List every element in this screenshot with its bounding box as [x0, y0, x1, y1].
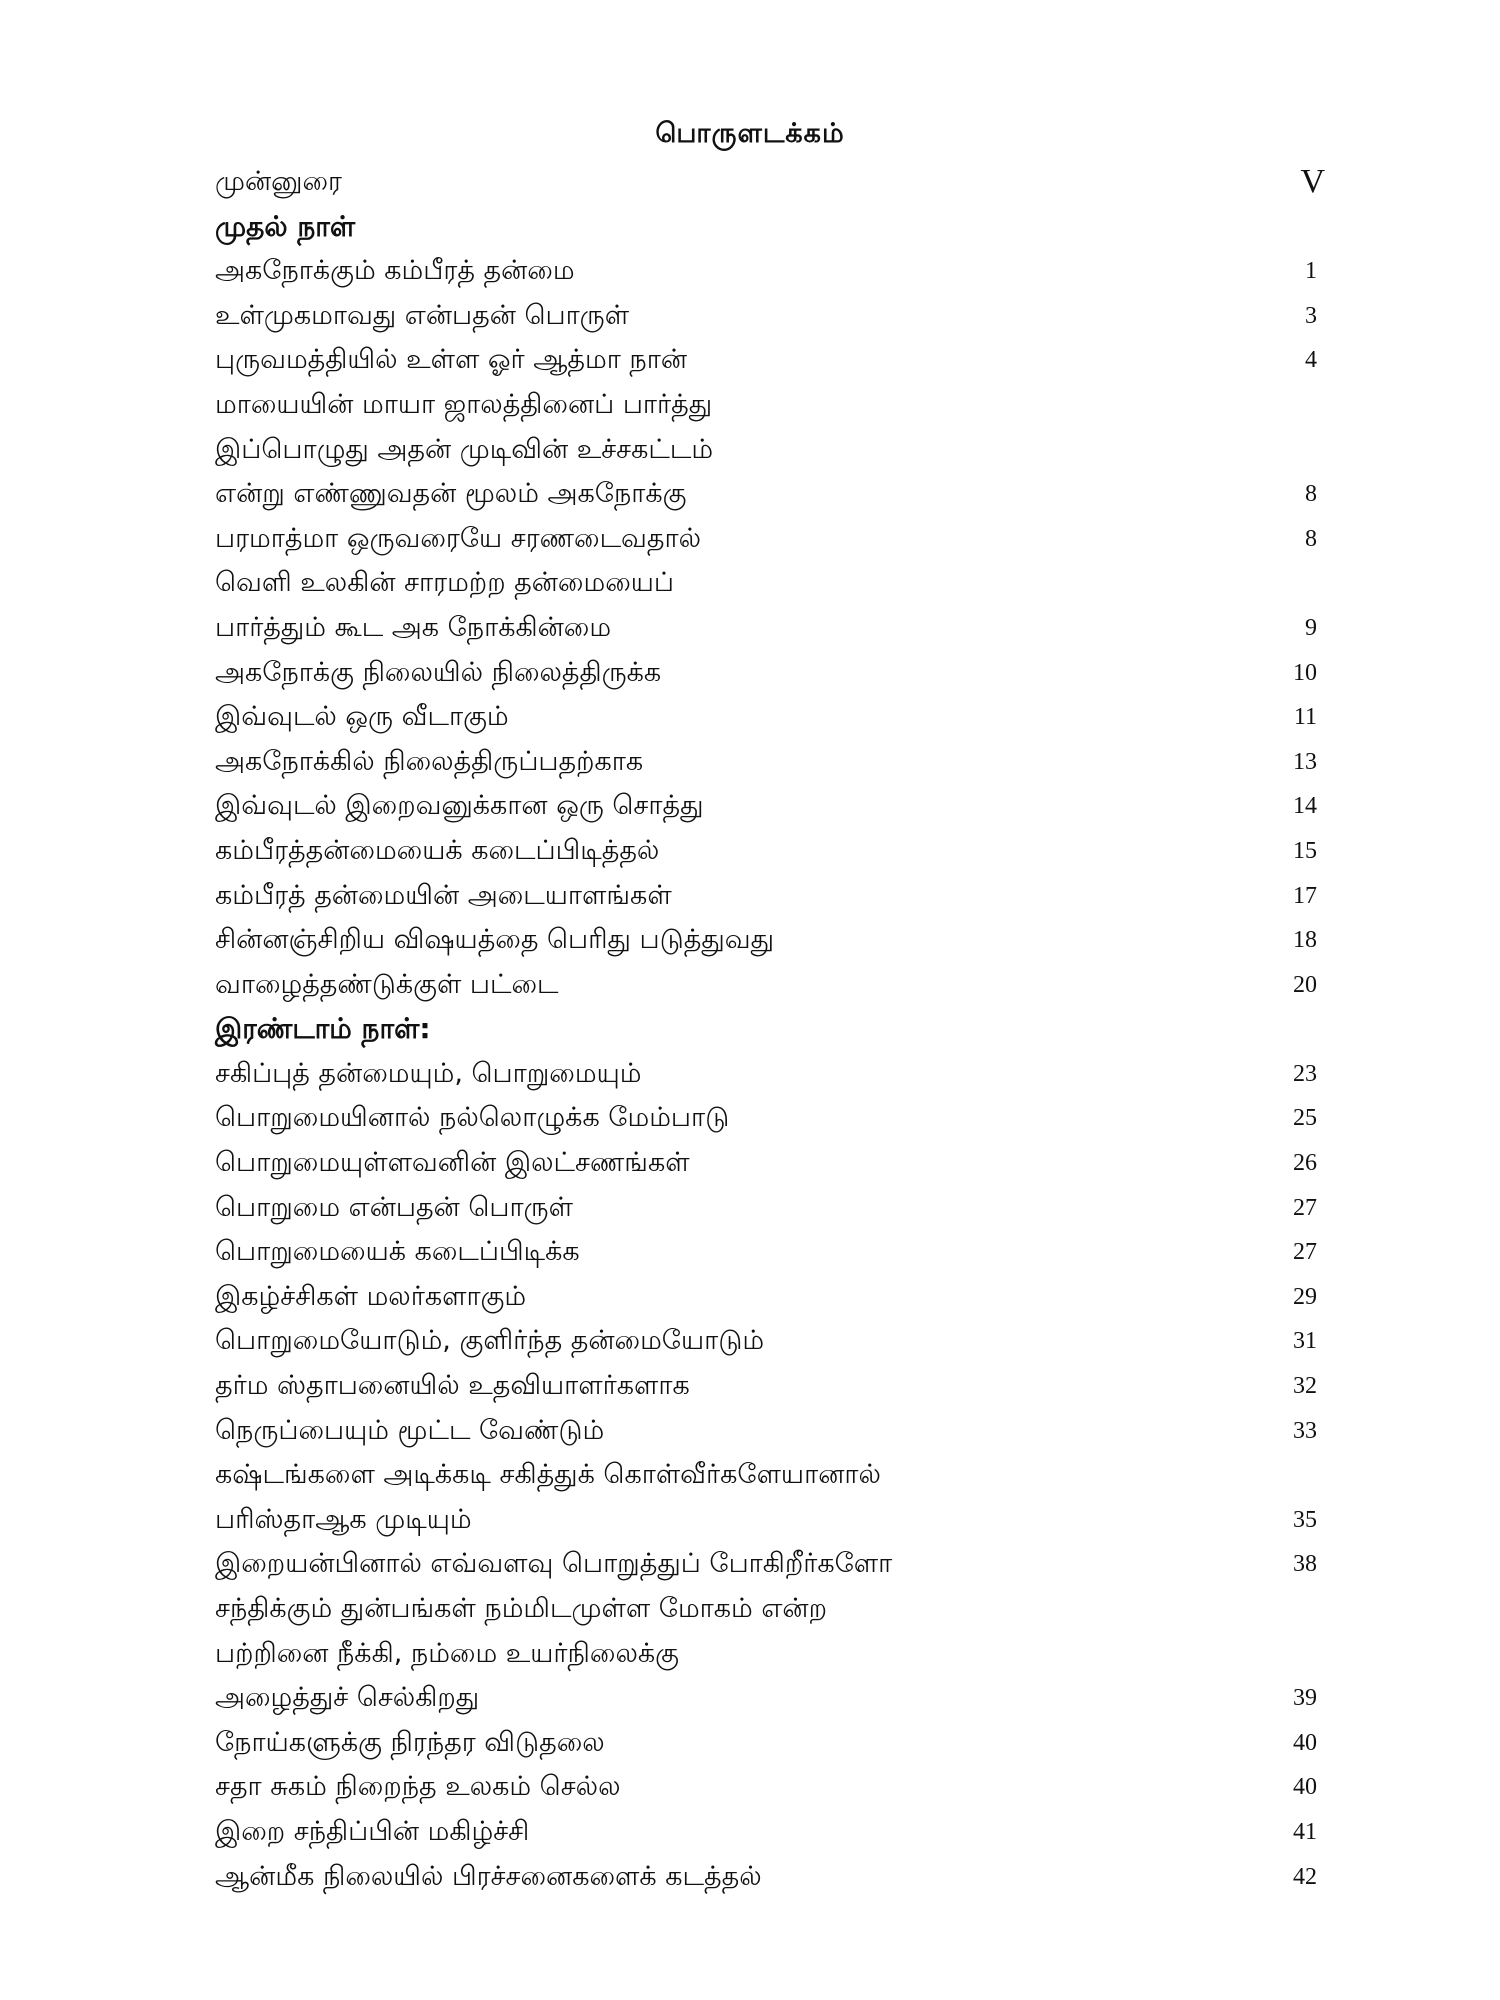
page-number: 42	[1293, 1863, 1317, 1890]
entry-title: இவ்வுடல் இறைவனுக்கான ஒரு சொத்து	[215, 790, 704, 822]
toc-entry	[215, 829, 1325, 874]
toc-entry	[215, 1096, 1325, 1141]
entry-title: இவ்வுடல் ஒரு வீடாகும்	[215, 701, 509, 733]
section-heading	[215, 205, 1325, 250]
toc-entry	[215, 1587, 1325, 1632]
entry-title: பார்த்தும் கூட அக நோக்கின்மை	[215, 611, 612, 643]
toc-entry	[215, 294, 1325, 339]
page-number: 11	[1293, 704, 1317, 731]
entry-title: பொறுமை என்பதன் பொருள்	[215, 1191, 573, 1223]
toc-entry	[215, 1498, 1325, 1543]
entry-title: முதல் நாள்	[215, 209, 356, 243]
toc-entry	[215, 695, 1325, 740]
toc-entry	[215, 963, 1325, 1008]
entry-title: முன்னுரை	[215, 166, 342, 197]
page-number: 26	[1293, 1150, 1317, 1177]
entry-title: அகநோக்கும் கம்பீரத் தன்மை	[215, 255, 575, 287]
toc-entry	[215, 1052, 1325, 1097]
entry-title: இரண்டாம் நாள்:	[215, 1012, 431, 1046]
entry-title: பரமாத்மா ஒருவரையே சரணடைவதால்	[215, 522, 701, 554]
entry-title: கம்பீரத் தன்மையின் அடையாளங்கள்	[215, 879, 672, 911]
toc-entry	[215, 249, 1325, 294]
entry-title: ஆன்மீக நிலையில் பிரச்சனைகளைக் கடத்தல்	[215, 1860, 762, 1892]
page-number: 27	[1293, 1194, 1317, 1221]
page-number: 8	[1305, 481, 1317, 508]
toc-entry	[215, 1765, 1325, 1810]
page-number: 38	[1293, 1551, 1317, 1578]
entry-title: பொறுமையுள்ளவனின் இலட்சணங்கள்	[215, 1147, 690, 1179]
page-number: 35	[1293, 1506, 1317, 1533]
entry-title: சதா சுகம் நிறைந்த உலகம் செல்ல	[215, 1771, 621, 1803]
toc-entry	[215, 338, 1325, 383]
toc-entry	[215, 1319, 1325, 1364]
toc-entry	[215, 1542, 1325, 1587]
page-number: 27	[1293, 1239, 1317, 1266]
page-number: 3	[1305, 302, 1317, 329]
page-number: V	[1300, 163, 1325, 200]
page-number: 41	[1293, 1818, 1317, 1845]
entry-title: வெளி உலகின் சாரமற்ற தன்மையைப்	[215, 567, 674, 599]
entry-title: இகழ்ச்சிகள் மலர்களாகும்	[215, 1280, 527, 1312]
toc-entry	[215, 1453, 1325, 1498]
entry-title: சந்திக்கும் துன்பங்கள் நம்மிடமுள்ள மோகம் என்ற	[215, 1593, 827, 1624]
entry-title: அகநோக்கில் நிலைத்திருப்பதற்காக	[215, 745, 644, 777]
toc-entry	[215, 383, 1325, 428]
entry-title: நோய்களுக்கு நிரந்தர விடுதலை	[215, 1726, 605, 1758]
page-number: 17	[1293, 882, 1317, 909]
page-number: 18	[1293, 927, 1317, 954]
toc-entry	[215, 874, 1325, 919]
entry-title: அழைத்துச் செல்கிறது	[215, 1682, 480, 1714]
entry-title: அகநோக்கு நிலையில் நிலைத்திருக்க	[215, 656, 662, 688]
page-number: 29	[1293, 1283, 1317, 1310]
page-number: 33	[1293, 1417, 1317, 1444]
entry-title: பரிஸ்தாஆக முடியும்	[215, 1503, 472, 1535]
toc-entry	[215, 606, 1325, 651]
toc-entry	[215, 1855, 1325, 1900]
toc-entry	[215, 784, 1325, 829]
toc-entry	[215, 1275, 1325, 1320]
page-number: 4	[1305, 347, 1317, 374]
page-title: பொருளடக்கம்	[655, 118, 845, 149]
page-number: 20	[1293, 971, 1317, 998]
toc-entry	[215, 1632, 1325, 1677]
entry-title: மாயையின் மாயா ஜாலத்தினைப் பார்த்து	[215, 388, 713, 420]
entry-title: பொறுமையைக் கடைப்பிடிக்க	[215, 1236, 580, 1268]
toc-entry	[215, 1186, 1325, 1231]
entry-title: பொறுமையோடும், குளிர்ந்த தன்மையோடும்	[215, 1325, 765, 1357]
page-number: 9	[1305, 614, 1317, 641]
entry-title: இறை சந்திப்பின் மகிழ்ச்சி	[215, 1815, 530, 1847]
entry-title: பற்றினை நீக்கி, நம்மை உயர்நிலைக்கு	[215, 1637, 679, 1669]
toc-entry	[215, 651, 1325, 696]
toc-entry	[215, 428, 1325, 473]
page-number: 13	[1293, 748, 1317, 775]
section-heading	[215, 1007, 1325, 1052]
entry-title: இப்பொழுது அதன் முடிவின் உச்சகட்டம்	[215, 433, 714, 465]
page-number: 25	[1293, 1105, 1317, 1132]
entry-title: சின்னஞ்சிறிய விஷயத்தை பெரிது படுத்துவது	[215, 924, 774, 956]
entry-title: என்று எண்ணுவதன் மூலம் அகநோக்கு	[215, 478, 687, 510]
toc-entry	[215, 1364, 1325, 1409]
entry-title: சகிப்புத் தன்மையும், பொறுமையும்	[215, 1057, 642, 1089]
page-number: 32	[1293, 1373, 1317, 1400]
toc-entry	[215, 918, 1325, 963]
entry-title: கம்பீரத்தன்மையைக் கடைப்பிடித்தல்	[215, 834, 660, 866]
page-number: 1	[1305, 258, 1317, 285]
table-of-contents	[215, 160, 1325, 1899]
entry-title: இறையன்பினால் எவ்வளவு பொறுத்துப் போகிறீர்களோ	[215, 1548, 893, 1580]
page-number: 10	[1293, 659, 1317, 686]
toc-entry	[215, 1721, 1325, 1766]
toc-entry	[215, 1141, 1325, 1186]
toc-entry	[215, 1676, 1325, 1721]
page-number: 40	[1293, 1729, 1317, 1756]
entry-title: நெருப்பையும் மூட்ட வேண்டும்	[215, 1414, 605, 1446]
toc-entry	[215, 740, 1325, 785]
entry-title: வாழைத்தண்டுக்குள் பட்டை	[215, 968, 559, 1000]
preface-entry	[215, 160, 1325, 205]
toc-entry	[215, 1409, 1325, 1454]
page-number: 8	[1305, 525, 1317, 552]
page-number: 40	[1293, 1774, 1317, 1801]
toc-entry	[215, 517, 1325, 562]
entry-title: உள்முகமாவது என்பதன் பொருள்	[215, 299, 630, 331]
page-number: 14	[1293, 793, 1317, 820]
entry-title: தர்ம ஸ்தாபனையில் உதவியாளர்களாக	[215, 1370, 690, 1402]
page-number: 15	[1293, 837, 1317, 864]
toc-entry	[215, 1810, 1325, 1855]
page-number: 39	[1293, 1685, 1317, 1712]
page-number: 23	[1293, 1060, 1317, 1087]
entry-title: புருவமத்தியில் உள்ள ஓர் ஆத்மா நான்	[215, 344, 687, 376]
toc-entry	[215, 472, 1325, 517]
entry-title: கஷ்டங்களை அடிக்கடி சகித்துக் கொள்வீர்களேயானால்	[215, 1459, 881, 1491]
entry-title: பொறுமையினால் நல்லொழுக்க மேம்பாடு	[215, 1102, 730, 1134]
page-number: 31	[1293, 1328, 1317, 1355]
toc-entry	[215, 1230, 1325, 1275]
toc-entry	[215, 561, 1325, 606]
